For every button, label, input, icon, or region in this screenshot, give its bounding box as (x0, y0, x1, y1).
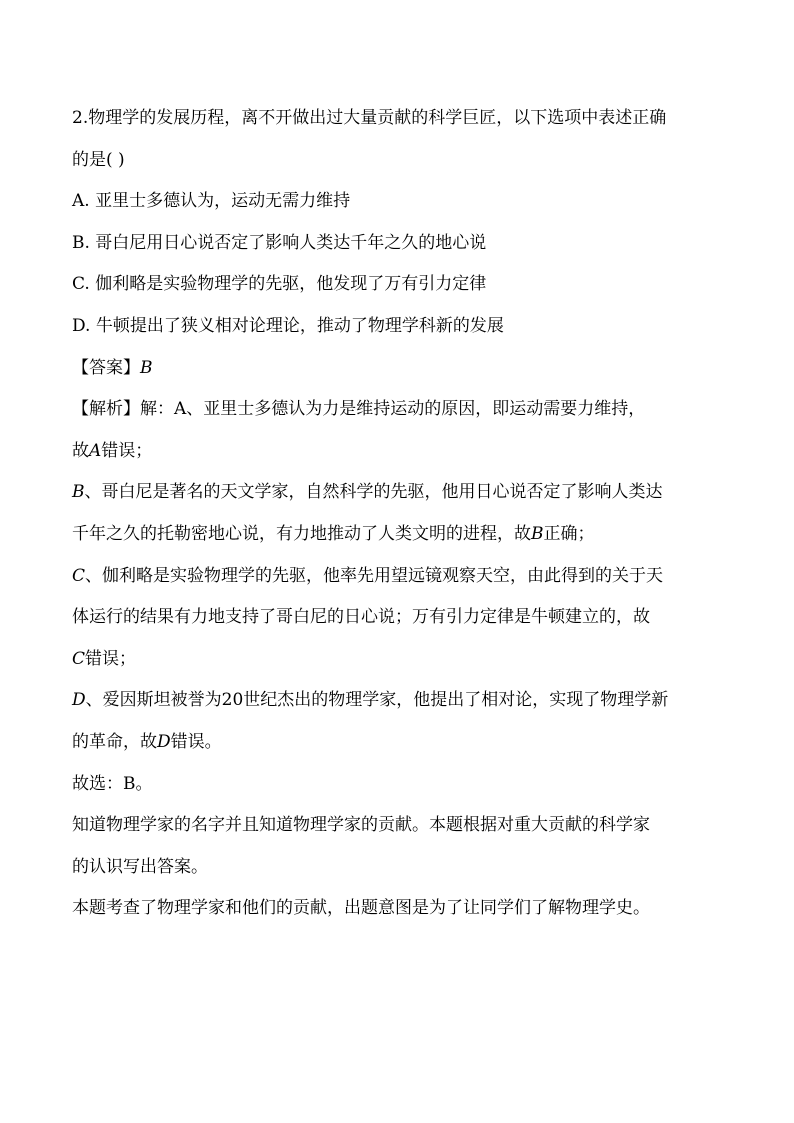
analysis-a-suffix: 错误； (101, 440, 153, 461)
option-a: A. 亚里士多德认为，运动无需力维持 (72, 191, 351, 212)
analysis-b-letter-2: B (531, 523, 544, 544)
analysis-c-suffix: 错误； (85, 648, 137, 669)
analysis-summary: 本题考查了物理学家和他们的贡献，出题意图是为了让同学们了解物理学史。 (72, 898, 650, 919)
analysis-d-letter-2: D (157, 731, 171, 752)
document-page (72, 98, 732, 930)
analysis-c-line-3 (72, 639, 732, 681)
analysis-b-letter: B (72, 482, 85, 503)
analysis-c-text-1: 、伽利略是实验物理学的先驱，他率先用望远镜观察天空，由此得到的关于天 (85, 565, 664, 586)
option-c: C. 伽利略是实验物理学的先驱，他发现了万有引力定律 (72, 274, 487, 295)
analysis-note-line-1: 知道物理学家的名字并且知道物理学家的贡献。本题根据对重大贡献的科学家 (72, 815, 650, 836)
analysis-d-suffix: 错误。 (170, 731, 222, 752)
answer-label: 【答案】 (72, 357, 140, 378)
analysis-d-line-2 (72, 722, 732, 764)
analysis-d-letter: D (72, 690, 86, 711)
analysis-intro-line (72, 389, 732, 431)
analysis-c-letter: C (72, 565, 86, 586)
analysis-b-line-1 (72, 472, 732, 514)
option-d: D. 牛顿提出了狭义相对论理论，推动了物理学科新的发展 (72, 315, 504, 336)
question-stem-line-1: 2.物理学的发展历程，离不开做出过大量贡献的科学巨匠，以下选项中表述正确 (72, 108, 667, 128)
analysis-a-letter: A (89, 440, 102, 461)
question-stem-line-2: 的是( ) (72, 149, 125, 170)
analysis-d-line-1 (72, 680, 732, 722)
analysis-intro: 解：A、亚里士多德认为力是维持运动的原因，即运动需要力维持， (140, 399, 646, 420)
analysis-label: 【解析】 (72, 399, 140, 420)
analysis-b-text-2: 千年之久的托勒密地心说，有力地推动了人类文明的进程，故 (72, 523, 531, 544)
analysis-b-suffix: 正确； (543, 523, 595, 544)
option-b: B. 哥白尼用日心说否定了影响人类达千年之久的地心说 (72, 232, 487, 253)
answer-value: B (140, 357, 153, 378)
analysis-b-text-1: 、哥白尼是著名的天文学家，自然科学的先驱，他用日心说否定了影响人类达 (84, 482, 663, 503)
analysis-choice: 故选：B。 (72, 773, 153, 794)
answer-line (72, 348, 732, 390)
analysis-c-line-1 (72, 556, 732, 598)
analysis-a-prefix: 故 (72, 440, 89, 461)
analysis-b-line-2 (72, 514, 732, 556)
analysis-note-line-2: 的认识写出答案。 (72, 856, 208, 877)
analysis-d-text-1: 、爱因斯坦被誉为20世纪杰出的物理学家，他提出了相对论，实现了物理学新 (85, 690, 669, 711)
analysis-c-line-2: 体运行的结果有力地支持了哥白尼的日心说；万有引力定律是牛顿建立的，故 (72, 607, 650, 628)
analysis-c-letter-3: C (72, 648, 86, 669)
analysis-d-text-2: 的革命，故 (72, 731, 157, 752)
analysis-a-conclusion (72, 431, 732, 473)
